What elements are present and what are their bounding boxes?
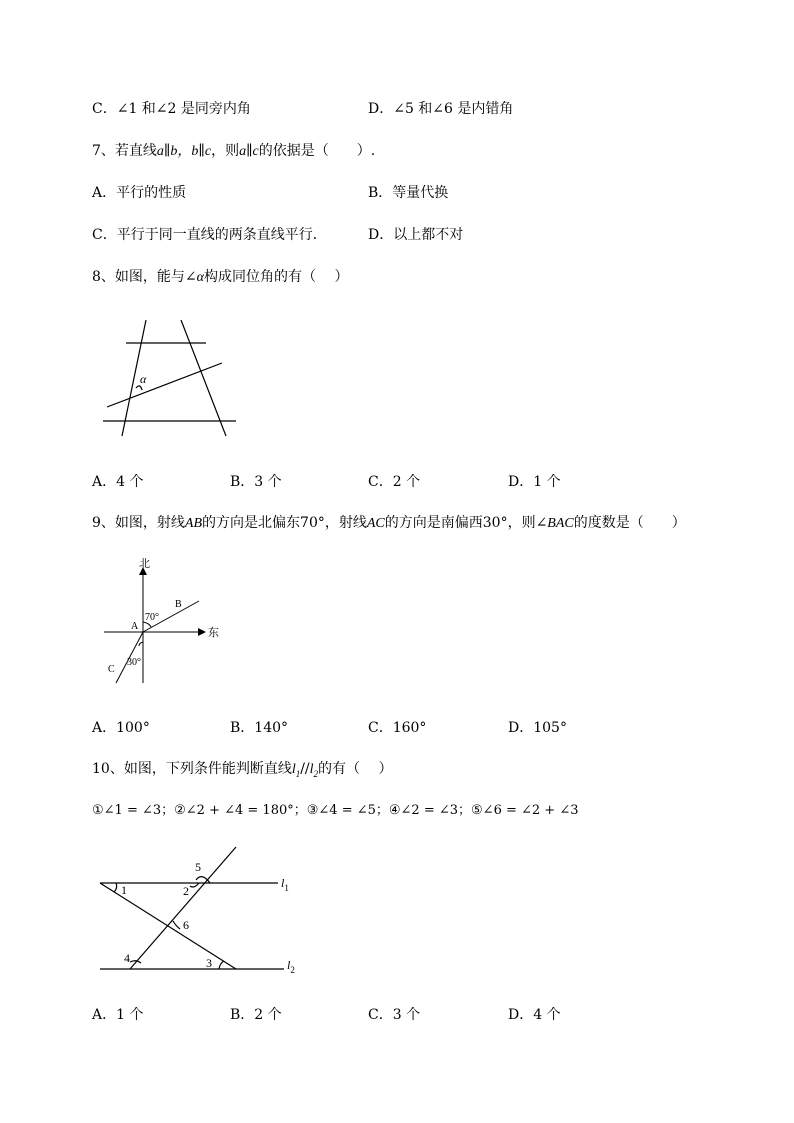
q10-label-l2 (287, 958, 295, 975)
q8-option-b: B．3 个 (230, 474, 282, 490)
q7-stem-b: a∥b，b∥c (156, 144, 212, 159)
q7-stem-e: 的依据是（ ）. (258, 143, 376, 159)
q10-stem-l1: l (291, 762, 296, 777)
q10-label-l1 (281, 876, 289, 893)
q10-option-d: D．4 个 (508, 1007, 561, 1023)
q10-arc-6 (173, 921, 180, 929)
q9-stem-a: 9、如图，射线 (92, 515, 185, 531)
q10-stem-l2-sub: 2 (313, 768, 319, 779)
q9-label-c: C (108, 664, 115, 675)
q8-stem-b: α (196, 270, 204, 285)
q8-stem-c: 构成同位角的有（ ） (204, 269, 349, 285)
q10-option-b: B．2 个 (230, 1007, 282, 1023)
q10-transversal-2 (130, 847, 236, 969)
q10-arc-5 (196, 877, 210, 883)
q10-label-5: 5 (195, 860, 201, 874)
q8-alpha-label: α (140, 372, 147, 386)
q10-stem-parallel: // (300, 761, 310, 777)
q7-option-b: B．等量代换 (368, 185, 449, 201)
q10-label-l1-sub: 1 (284, 883, 289, 893)
q10-arc-3 (219, 961, 224, 969)
q10-label-6: 6 (183, 918, 189, 932)
q9-label-east: 东 (208, 627, 219, 639)
q9-stem-g: 的度数是（ ） (573, 515, 686, 531)
q9-option-b: B．140° (230, 720, 289, 736)
q10-label-2: 2 (183, 884, 189, 898)
q9-stem-b: AB (184, 516, 203, 531)
q10-stem-l2: l (309, 762, 314, 777)
q8-option-a: A．4 个 (92, 474, 144, 490)
q9-label-b: B (175, 599, 182, 610)
q7-option-d: D．以上都不对 (368, 227, 464, 243)
q9-label-north: 北 (139, 558, 150, 570)
q10-stem-l1-sub: 1 (295, 768, 301, 779)
q10-stem-a: 10、如图，下列条件能判断直线 (92, 761, 292, 777)
q6-option-c: C．∠1 和∠2 是同旁内角 (92, 101, 251, 117)
q10-label-l2-sub: 2 (290, 965, 295, 975)
q7-stem-c: ，则 (211, 143, 240, 159)
q7-option-a: A．平行的性质 (92, 185, 187, 201)
q10-label-l1-letter: l (281, 876, 285, 890)
q8-option-d: D．1 个 (508, 474, 561, 490)
q7-stem-d: a∥c (239, 144, 259, 159)
q8-option-c: C．2 个 (368, 474, 421, 490)
q10-arc-1 (114, 883, 117, 892)
q6-option-d: D．∠5 和∠6 是内错角 (368, 101, 514, 117)
q9-label-30: 30° (127, 657, 141, 668)
q7-stem-a: 7、若直线 (92, 143, 157, 159)
q9-stem-d: AC (366, 516, 385, 531)
q9-label-70: 70° (145, 612, 159, 623)
q10-stem-b: 的有（ ） (318, 761, 393, 777)
q8-stem-a: 8、如图，能与∠ (92, 269, 197, 285)
q10-option-c: C．3 个 (368, 1007, 421, 1023)
q9-option-d: D．105° (508, 720, 567, 736)
q9-stem-f: BAC (547, 516, 574, 531)
q9-stem-c: 的方向是北偏东70°，射线 (202, 515, 367, 531)
q10-option-a: A．1 个 (92, 1007, 144, 1023)
q10-label-3: 3 (206, 956, 212, 970)
q9-label-a: A (131, 621, 139, 632)
q9-option-c: C．160° (368, 720, 427, 736)
q10-label-1: 1 (121, 883, 127, 897)
q10-label-4: 4 (124, 951, 130, 965)
q10-conditions: ①∠1 = ∠3；②∠2 + ∠4 = 180°；③∠4 = ∠5；④∠2 = ∠3；⑤∠6 = ∠2 + ∠3 (92, 803, 579, 818)
q9-stem-e: 的方向是南偏西30°，则∠ (384, 515, 548, 531)
q9-option-a: A．100° (92, 720, 150, 736)
q7-option-c: C．平行于同一直线的两条直线平行． (92, 227, 327, 243)
q10-label-l2-letter: l (287, 958, 291, 972)
